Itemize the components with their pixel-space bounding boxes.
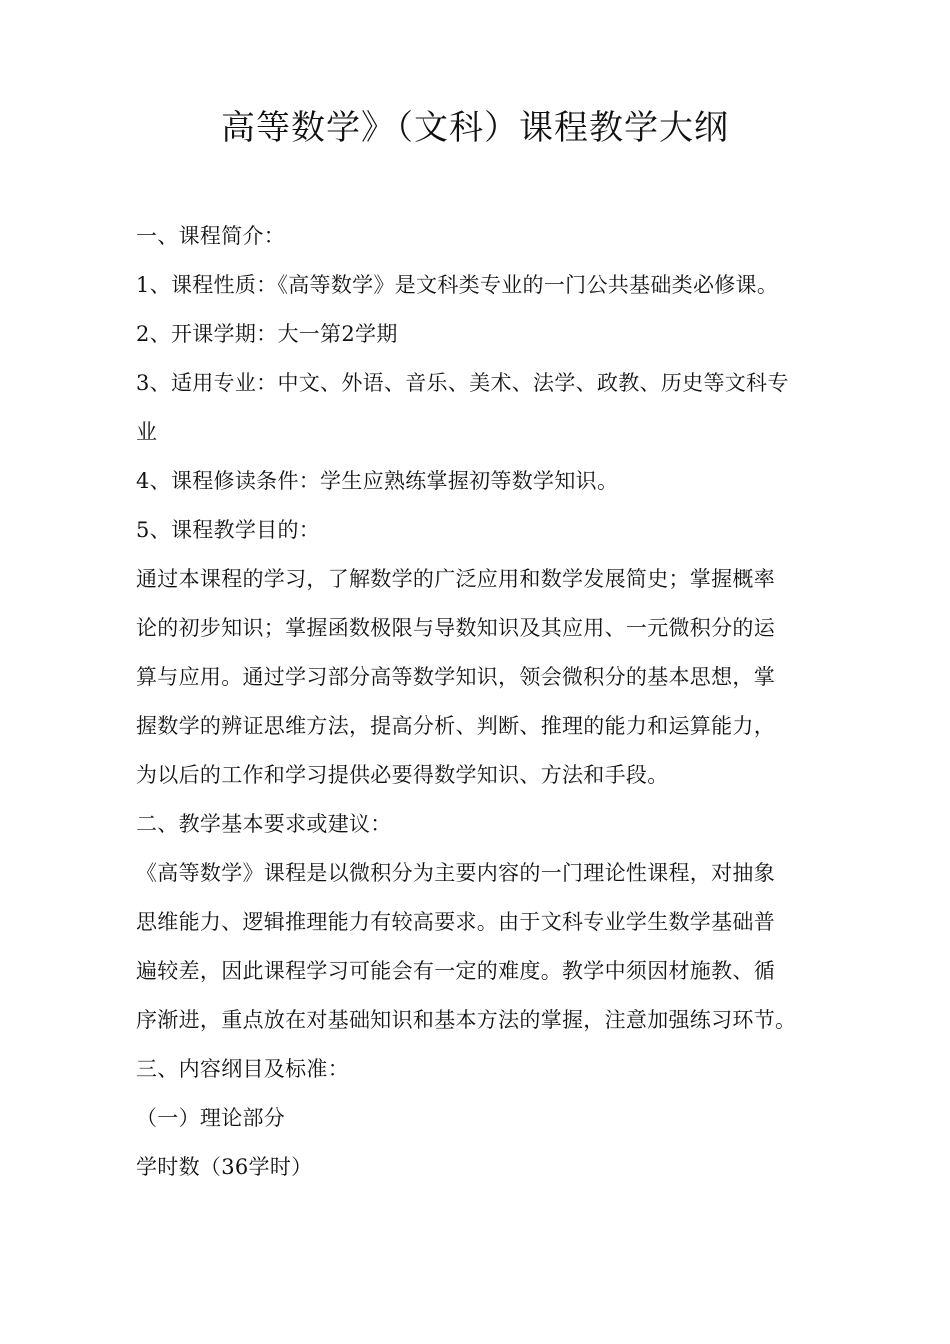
paragraph-line: 遍较差，因此课程学习可能会有一定的难度。教学中须因材施教、循 <box>136 959 775 983</box>
document-body <box>136 212 826 1192</box>
paragraph-line: 算与应用。通过学习部分高等数学知识，领会微积分的基本思想，掌 <box>136 665 775 689</box>
paragraph-line: 通过本课程的学习，了解数学的广泛应用和数学发展简史；掌握概率 <box>136 567 775 591</box>
course-semester: 2、开课学期：大一第2学期 <box>136 322 398 346</box>
teaching-goals-heading: 5、课程教学目的： <box>136 518 321 542</box>
document-title: 高等数学》（文科）课程教学大纲 <box>221 108 729 148</box>
applicable-majors: 3、适用专业：中文、外语、音乐、美术、法学、政教、历史等文科专 <box>136 371 789 395</box>
paragraph-line: 序渐进，重点放在对基础知识和基本方法的掌握，注意加强练习环节。 <box>136 1008 797 1032</box>
section-heading-content: 三、内容纲目及标准： <box>136 1057 349 1081</box>
section-heading-intro: 一、课程简介： <box>136 224 286 248</box>
paragraph-line: 握数学的辨证思维方法，提高分析、判断、推理的能力和运算能力， <box>136 714 775 738</box>
subsection-heading-theory: （一）理论部分 <box>136 1106 286 1130</box>
credit-hours: 学时数（36学时） <box>136 1155 313 1179</box>
paragraph-line: 《高等数学》课程是以微积分为主要内容的一门理论性课程，对抽象 <box>136 861 775 885</box>
course-nature: 1、课程性质：《高等数学》是文科类专业的一门公共基础类必修课。 <box>136 273 779 297</box>
prerequisites: 4、课程修读条件：学生应熟练掌握初等数学知识。 <box>136 469 619 493</box>
paragraph-line: 论的初步知识；掌握函数极限与导数知识及其应用、一元微积分的运 <box>136 616 775 640</box>
applicable-majors-continued: 业 <box>136 420 158 444</box>
paragraph-line: 为以后的工作和学习提供必要得数学知识、方法和手段。 <box>136 763 669 787</box>
paragraph-line: 思维能力、逻辑推理能力有较高要求。由于文科专业学生数学基础普 <box>136 910 775 934</box>
section-heading-requirements: 二、教学基本要求或建议： <box>136 812 392 836</box>
